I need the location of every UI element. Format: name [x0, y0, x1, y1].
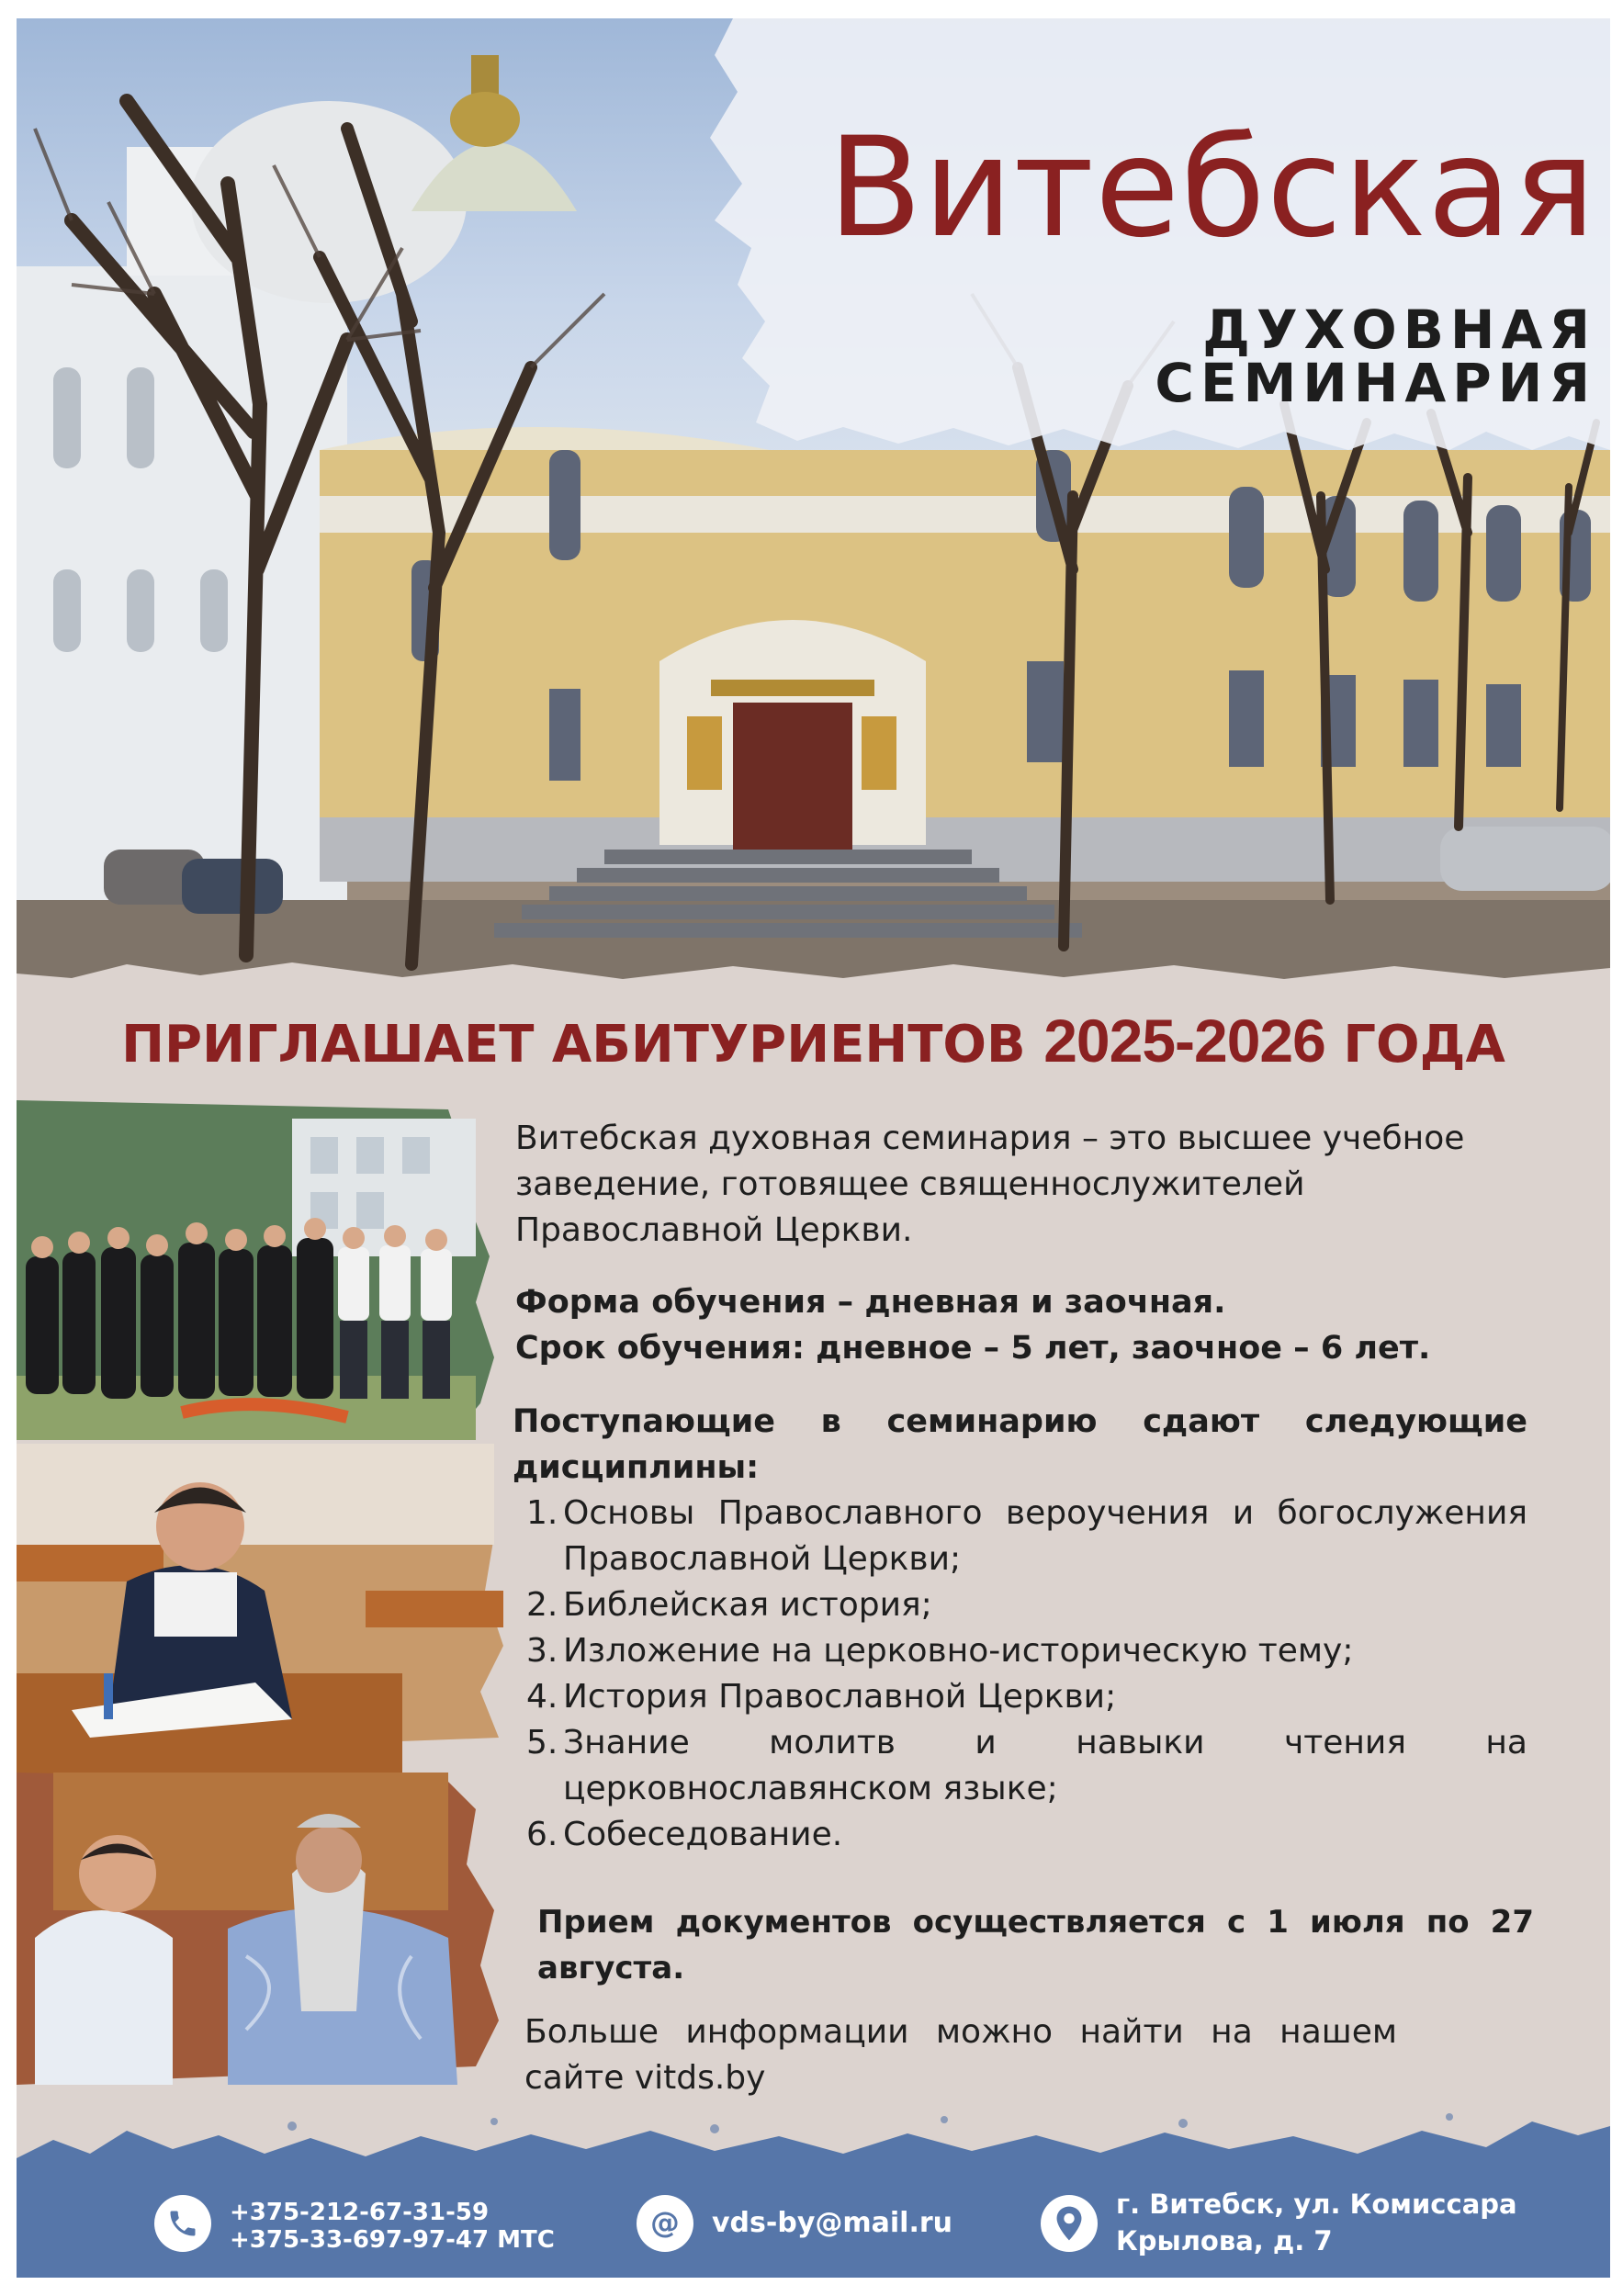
list-item: 5. Знание молитв и навыки чтения на церковнославянском языке;	[526, 1724, 1527, 1807]
phone-number-1[interactable]: +375-212-67-31-59	[230, 2199, 490, 2226]
invitation-headline	[17, 1007, 1610, 1075]
intro-description: Витебская духовная семинария – это высшее учебное заведение, готовящее священнослужителей Православной Церкви.	[515, 1120, 1465, 1249]
headline-invites: ПРИГЛАШАЕТ АБИТУРИЕНТОВ	[121, 1015, 1026, 1075]
address-line-1: г. Витебск, ул. Комиссара	[1116, 2189, 1517, 2220]
more-info	[524, 2009, 1397, 2101]
hero-photo-seminary-building	[17, 18, 1610, 985]
admission-dates: Прием документов осуществляется с 1 июля по 27 августа.	[537, 1904, 1534, 1986]
headline-years: 2025-2026	[1043, 1007, 1325, 1075]
email-icon	[637, 2195, 693, 2252]
headline-year-word: ГОДА	[1343, 1015, 1505, 1075]
poster	[17, 18, 1610, 2278]
email-address[interactable]: vds-by@mail.ru	[712, 2207, 952, 2239]
list-item: 6. Собеседование.	[526, 1816, 843, 1853]
svg-text:@: @	[650, 2207, 680, 2240]
seminary-subtitle: ДУХОВНАЯ СЕМИНАРИЯ	[1155, 298, 1596, 414]
photo-seminarians-group	[17, 1100, 494, 1440]
phone-icon	[154, 2195, 211, 2252]
subjects-heading: Поступающие в семинарию сдают следующие дисциплины:	[513, 1403, 1527, 1486]
address-line-2: Крылова, д. 7	[1116, 2225, 1333, 2257]
location-pin-icon	[1041, 2195, 1098, 2252]
website-link[interactable]: vitds.by	[634, 2059, 766, 2097]
list-item: 2. Библейская история;	[526, 1586, 932, 1624]
phone-number-2[interactable]: +375-33-697-97-47 МТС	[230, 2226, 555, 2254]
photo-bishop-blessing	[17, 1773, 513, 2094]
subjects-list	[526, 1491, 1527, 1858]
list-item: 4. История Православной Церкви;	[526, 1678, 1117, 1716]
seminary-title: Витебская	[828, 108, 1596, 268]
more-info-text: Больше информации можно найти на нашем сайте	[524, 2013, 1397, 2097]
study-duration: Срок обучения: дневное – 5 лет, заочное – 6 лет.	[515, 1330, 1431, 1367]
photo-student-exam	[17, 1444, 513, 1784]
study-info	[515, 1279, 1516, 1371]
study-form: Форма обучения – дневная и заочная.	[515, 1284, 1226, 1321]
list-item: 3. Изложение на церковно-историческую тему;	[526, 1632, 1354, 1670]
list-item: 1. Основы Православного вероучения и богослужения Православной Церкви;	[526, 1494, 1527, 1578]
